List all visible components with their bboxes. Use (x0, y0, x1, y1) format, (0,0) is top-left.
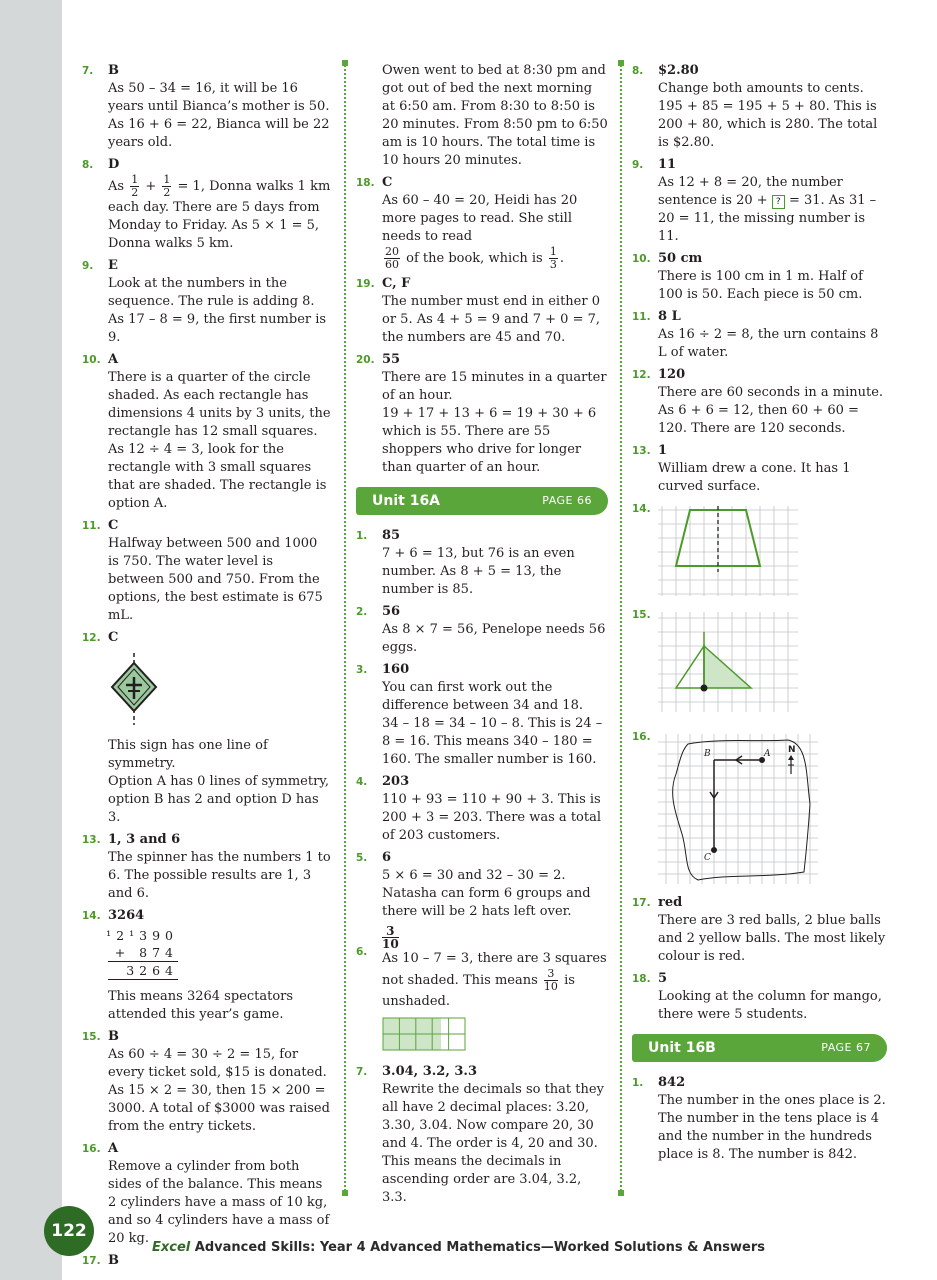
denominator: 2 (131, 186, 139, 199)
answer-16 (82, 1140, 332, 1248)
denominator: 60 (385, 258, 399, 271)
question-number: 6. (356, 946, 368, 958)
answer-11-b (632, 308, 887, 362)
explanation: As 60 – 40 = 20, Heidi has 20 more pages to read. She still needs to read (382, 193, 578, 244)
answer-14 (82, 907, 332, 1024)
question-number: 9. (632, 159, 644, 171)
explanation: 195 + 85 = 195 + 5 + 80. This is 200 + 80, which is 280. The total is $2.80. (658, 99, 878, 150)
explanation (658, 174, 887, 246)
fraction (544, 968, 558, 993)
question-number: 15. (82, 1031, 101, 1043)
unit-title: Unit 16A (372, 493, 441, 509)
numerator: 20 (385, 245, 399, 258)
question-number: 19. (356, 278, 375, 290)
answer-label: C, F (382, 276, 411, 291)
column-2 (356, 62, 608, 1211)
explanation: Change both amounts to cents. (658, 81, 864, 96)
column-3 (632, 62, 887, 1168)
explanation: As 15 × 2 = 30, then 15 × 200 = 3000. A total of $3000 was raised from the entry tickets. (108, 1083, 330, 1134)
explanation: There are 60 seconds in a minute. As 6 + 6 = 12, then 60 + 60 = 120. There are 120 seconds. (658, 385, 884, 436)
explanation: As 50 – 34 = 16, it will be 16 years until Bianca’s mother is 50. (108, 81, 330, 114)
text: As 12 + 8 = 20, the number sentence is 20 + (658, 175, 843, 208)
compass-icon (788, 755, 794, 774)
addition-row: ¹2¹390 (106, 928, 178, 943)
answer-fraction (382, 925, 399, 950)
answer-11 (82, 517, 332, 625)
numerator: 1 (131, 173, 139, 186)
answer-16a-2 (356, 603, 608, 657)
answer-16a-3 (356, 661, 608, 769)
explanation: There are 3 red balls, 2 blue balls and 2 yellow balls. The most likely colour is red. (658, 913, 886, 964)
answer-10-b (632, 250, 887, 304)
answer-label: 842 (658, 1075, 686, 1090)
point-b-label: B (704, 749, 711, 759)
question-number: 13. (82, 834, 101, 846)
question-number: 3. (356, 664, 368, 676)
question-number: 12. (632, 369, 651, 381)
explanation (382, 246, 608, 271)
answer-label: C (108, 518, 119, 533)
question-number: 8. (82, 159, 94, 171)
answer-label: E (108, 258, 118, 273)
symmetry-sign-figure (108, 653, 332, 731)
denominator: 10 (382, 937, 399, 951)
grid-icon (382, 1017, 466, 1051)
answer-label: C (382, 175, 393, 190)
question-number: 15. (632, 609, 651, 621)
explanation: The spinner has the numbers 1 to 6. The possible results are 1, 3 and 6. (108, 850, 331, 901)
answer-12-b (632, 366, 887, 438)
question-number: 20. (356, 354, 375, 366)
answer-13-b (632, 442, 887, 496)
answer-label: A (108, 352, 119, 367)
question-number: 8. (632, 65, 644, 77)
addition-sum: 3264 (108, 961, 178, 980)
answer-label: A (108, 1141, 119, 1156)
denominator: 2 (163, 186, 171, 199)
explanation: 5 × 6 = 30 and 32 – 30 = 2. Natasha can form 6 groups and there will be 2 hats left over. (382, 868, 591, 919)
answer-17-b (632, 894, 887, 966)
numerator: 1 (163, 173, 171, 186)
answer-label: 50 cm (658, 251, 703, 266)
left-margin-band (0, 0, 62, 1280)
explanation: each day. There are 5 days from Monday to Friday. As 5 × 1 = 5, Donna walks 5 km. (108, 200, 320, 251)
plus-sign: + (145, 179, 157, 194)
text: of the book, which is (406, 251, 543, 266)
answer-19 (356, 275, 608, 347)
answer-18-b (632, 970, 887, 1024)
fraction (130, 174, 139, 199)
unit-page: PAGE 66 (542, 494, 592, 507)
answer-label: 56 (382, 604, 401, 619)
explanation: As 60 ÷ 4 = 30 ÷ 2 = 15, for every ticket sold, $15 is donated. (108, 1047, 327, 1080)
explanation (382, 950, 608, 1011)
footer (152, 1240, 812, 1255)
explanation: There are 15 minutes in a quarter of an hour. (382, 370, 607, 403)
explanation: The number in the ones place is 2. The number in the tens place is 4 and the number in the hundreds place is 8. The number is 842. (658, 1093, 886, 1162)
question-number: 17. (632, 897, 651, 909)
question-number: 16. (632, 731, 651, 743)
answer-label: 3264 (108, 908, 145, 923)
answer-8 (82, 156, 332, 253)
answer-9 (82, 257, 332, 347)
answer-9-b (632, 156, 887, 246)
question-number: 10. (82, 354, 101, 366)
explanation: As 8 × 7 = 56, Penelope needs 56 eggs. (382, 622, 606, 655)
map-grid-figure (658, 734, 818, 884)
north-label: N (788, 745, 796, 755)
question-number: 10. (632, 253, 651, 265)
answer-label: 3.04, 3.2, 3.3 (382, 1064, 477, 1079)
answer-label: 11 (658, 157, 677, 172)
text: is unshaded. (382, 973, 575, 1009)
explanation: There is a quarter of the circle shaded. As each rectangle has dimensions 4 units by 3 units, the rectangle has 12 small squares. As 12 ÷ 4 = 3, look for the rectangle with 3 small squares that are shaded. The rectangle is option A. (108, 370, 331, 511)
answer-label: red (658, 895, 683, 910)
answer-16b-1 (632, 1074, 887, 1164)
addition-row: + 874 (114, 945, 178, 960)
fraction (162, 174, 171, 199)
explanation: As 16 + 6 = 22, Bianca will be 22 years old. (108, 117, 330, 150)
unit-page: PAGE 67 (821, 1041, 871, 1054)
question-number: 4. (356, 776, 368, 788)
question-number: 14. (82, 910, 101, 922)
answer-label: 160 (382, 662, 410, 677)
answer-16a-5 (356, 849, 608, 921)
answer-label: 1 (658, 443, 668, 458)
text: . (559, 251, 565, 266)
answer-20 (356, 351, 608, 477)
answer-label: C (108, 630, 119, 645)
question-number: 12. (82, 632, 101, 644)
column-divider-1 (344, 62, 346, 1194)
answer-15 (82, 1028, 332, 1136)
answer-18 (356, 174, 608, 271)
answer-16a-4 (356, 773, 608, 845)
answer-label: B (108, 1029, 119, 1044)
question-number: 11. (82, 520, 101, 532)
diamond-sign-icon (108, 653, 168, 725)
shaded-grid-figure (382, 1017, 608, 1057)
explanation: Remove a cylinder from both sides of the balance. This means 2 cylinders have a mass of 10 kg, and so 4 cylinders have a mass of 20 kg. (108, 1159, 330, 1246)
question-number: 7. (82, 65, 94, 77)
addition-working (108, 927, 178, 980)
denominator: 3 (549, 258, 557, 271)
answer-label: 55 (382, 352, 401, 367)
question-number: 1. (632, 1077, 644, 1089)
answer-15-b (632, 606, 887, 724)
question-number: 11. (632, 311, 651, 323)
explanation: Option A has 0 lines of symmetry, option B has 2 and option D has 3. (108, 774, 330, 825)
question-number: 2. (356, 606, 368, 618)
answer-label: 1, 3 and 6 (108, 832, 181, 847)
numerator: 3 (382, 925, 399, 938)
answer-8-b (632, 62, 887, 152)
explanation (108, 174, 332, 199)
footer-brand: Excel (152, 1240, 191, 1255)
numerator: 1 (549, 245, 557, 258)
explanation: 110 + 93 = 110 + 90 + 3. This is 200 + 3 = 203. There was a total of 203 customers. (382, 792, 602, 843)
answer-13 (82, 831, 332, 903)
question-number: 16. (82, 1143, 101, 1155)
question-number: 14. (632, 503, 651, 515)
explanation: As 16 ÷ 2 = 8, the urn contains 8 L of water. (658, 327, 879, 360)
fraction (384, 246, 400, 271)
text: As 10 – 7 = 3, there are 3 squares not shaded. This means (382, 951, 607, 988)
numerator: 3 (544, 968, 558, 981)
explanation: William drew a cone. It has 1 curved surface. (658, 461, 851, 494)
answer-label: B (108, 63, 119, 78)
point-a-label: A (764, 749, 771, 759)
explanation: This means 3264 spectators attended this year’s game. (108, 989, 294, 1022)
answer-16a-7 (356, 1063, 608, 1207)
point-c-label: C (704, 853, 711, 863)
text: = 31. As 31 – 20 = 11, the missing number is 11. (658, 193, 877, 244)
question-number: 1. (356, 530, 368, 542)
answer-12 (82, 629, 332, 827)
explanation: 7 + 6 = 13, but 76 is an even number. As 8 + 5 = 13, the number is 85. (382, 546, 575, 597)
answer-label: 6 (382, 850, 392, 865)
answer-label: 120 (658, 367, 686, 382)
question-number: 17. (82, 1255, 101, 1267)
explanation: You can first work out the difference between 34 and 18. (382, 680, 583, 713)
answer-label: $2.80 (658, 63, 699, 78)
column-1 (82, 62, 332, 1274)
explanation: There is 100 cm in 1 m. Half of 100 is 50. Each piece is 50 cm. (658, 269, 863, 302)
question-number: 9. (82, 260, 94, 272)
answer-16a-6 (356, 925, 608, 1057)
question-number: 18. (356, 177, 375, 189)
unit-16a-header (356, 487, 608, 515)
unit-16b-header (632, 1034, 887, 1062)
column-divider-2 (620, 62, 622, 1194)
answer-10 (82, 351, 332, 513)
explanation: Look at the numbers in the sequence. The rule is adding 8. (108, 276, 315, 309)
answer-label: 85 (382, 528, 401, 543)
trapezium-grid-figure (658, 506, 798, 596)
missing-number-box: ? (772, 195, 785, 209)
explanation: Rewrite the decimals so that they all have 2 decimal places: 3.20, 3.30, 3.04. Now compare 20, 30 and 4. The order is 4, 20 and 30. This means the decimals in ascending order are 3.04, 3.2, 3.3. (382, 1082, 604, 1205)
explanation: 19 + 17 + 13 + 6 = 19 + 30 + 6 which is 55. There are 55 shoppers who drive for longer than quarter of an hour. (382, 406, 597, 475)
explanation: Looking at the column for mango, there were 5 students. (658, 989, 882, 1022)
explanation: Halfway between 500 and 1000 is 750. The water level is between 500 and 750. From the options, the best estimate is 675 mL. (108, 536, 323, 623)
page-number: 122 (44, 1206, 94, 1256)
explanation: 34 – 18 = 34 – 10 – 8. This is 24 – 8 = 16. This means 340 – 180 = 160. The smaller number is 160. (382, 716, 603, 767)
triangle-grid-figure (658, 612, 798, 712)
text: = 1, Donna walks 1 km (177, 179, 331, 194)
answer-label: D (108, 157, 120, 172)
answer-17-continued (356, 62, 608, 170)
answer-14-b (632, 500, 887, 602)
explanation: This sign has one line of symmetry. (108, 738, 268, 771)
question-number: 13. (632, 445, 651, 457)
answer-label: 203 (382, 774, 410, 789)
answer-label: B (108, 1253, 119, 1268)
question-number: 5. (356, 852, 368, 864)
unit-title: Unit 16B (648, 1040, 716, 1056)
answer-7 (82, 62, 332, 152)
fraction (549, 246, 558, 271)
explanation: Owen went to bed at 8:30 pm and got out of bed the next morning at 6:50 am. From 8:30 to 8:50 is 20 minutes. From 8:50 pm to 6:50 am is 10 hours. The total time is 10 hours 20 minutes. (382, 63, 608, 168)
text: As (108, 179, 125, 194)
explanation: The number must end in either 0 or 5. As 4 + 5 = 9 and 7 + 0 = 7, the numbers are 45 and 70. (382, 294, 600, 345)
answer-16a-1 (356, 527, 608, 599)
question-number: 7. (356, 1066, 368, 1078)
explanation: As 17 – 8 = 9, the first number is 9. (108, 312, 327, 345)
question-number: 18. (632, 973, 651, 985)
answer-label: 5 (658, 971, 668, 986)
footer-title: Advanced Skills: Year 4 Advanced Mathematics—Worked Solutions & Answers (194, 1240, 765, 1255)
answer-label: 8 L (658, 309, 681, 324)
answer-16-b (632, 728, 887, 890)
denominator: 10 (543, 980, 558, 993)
